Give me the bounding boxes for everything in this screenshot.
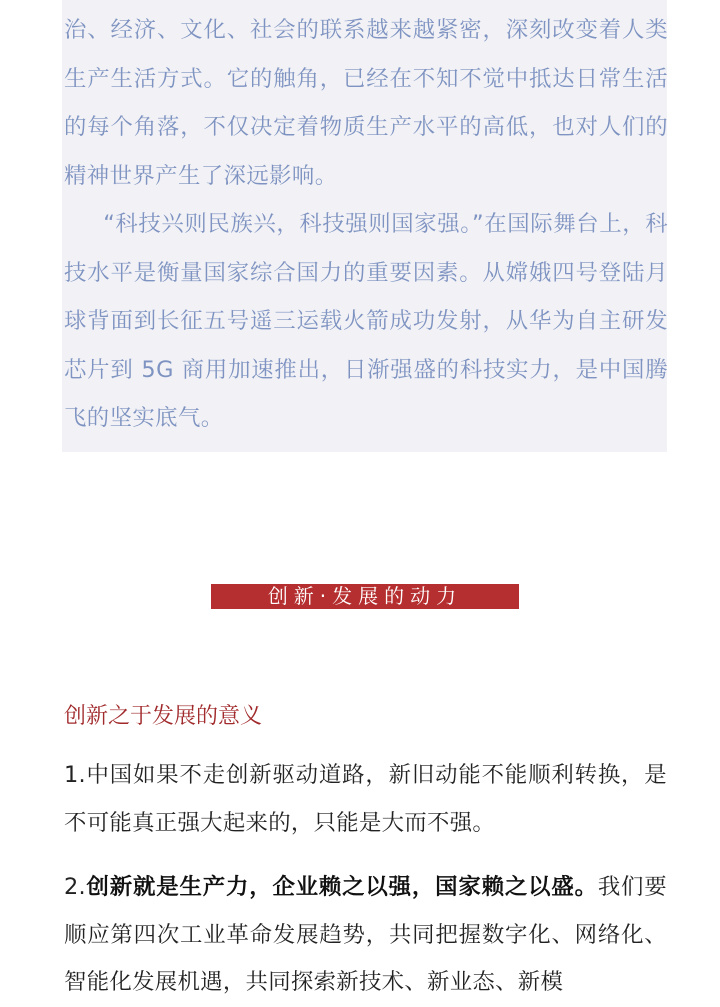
- point-2-number: 2.: [64, 874, 86, 900]
- point-1: 1.中国如果不走创新驱动道路，新旧动能不能顺利转换，是不可能真正强大起来的，只能是大而不强。: [64, 762, 667, 836]
- point-2-emphasis: 创新就是生产力，企业赖之以强，国家赖之以盛。: [85, 874, 598, 900]
- quote-paragraph-2: “科技兴则民族兴，科技强则国家强。”在国际舞台上，科技水平是衡量国家综合国力的重要因素。从嫦娥四号登陆月球背面到长征五号遥三运载火箭成功发射，从华为自主研发芯片到 5G 商用加速推出，日渐强盛的科技实力，是中国腾飞的坚实底气。: [64, 211, 668, 431]
- point-2: [64, 864, 667, 1007]
- quote-paragraph-1: 治、经济、文化、社会的联系越来越紧密，深刻改变着人类生产生活方式。它的触角，已经在不知不觉中抵达日常生活的每个角落，不仅决定着物质生产水平的高低，也对人们的精神世界产生了深远影响。: [64, 17, 668, 189]
- points-list: [64, 752, 667, 1007]
- subheading: 创新之于发展的意义: [64, 704, 263, 729]
- quote-text-block: [64, 6, 668, 443]
- point-2-text: 我们要顺应第四次工业革命发展趋势，共同把握数字化、网络化、智能化发展机遇，共同探索新技术、新业态、新模: [64, 874, 667, 995]
- section-banner: 创新·发展的动力: [211, 584, 519, 609]
